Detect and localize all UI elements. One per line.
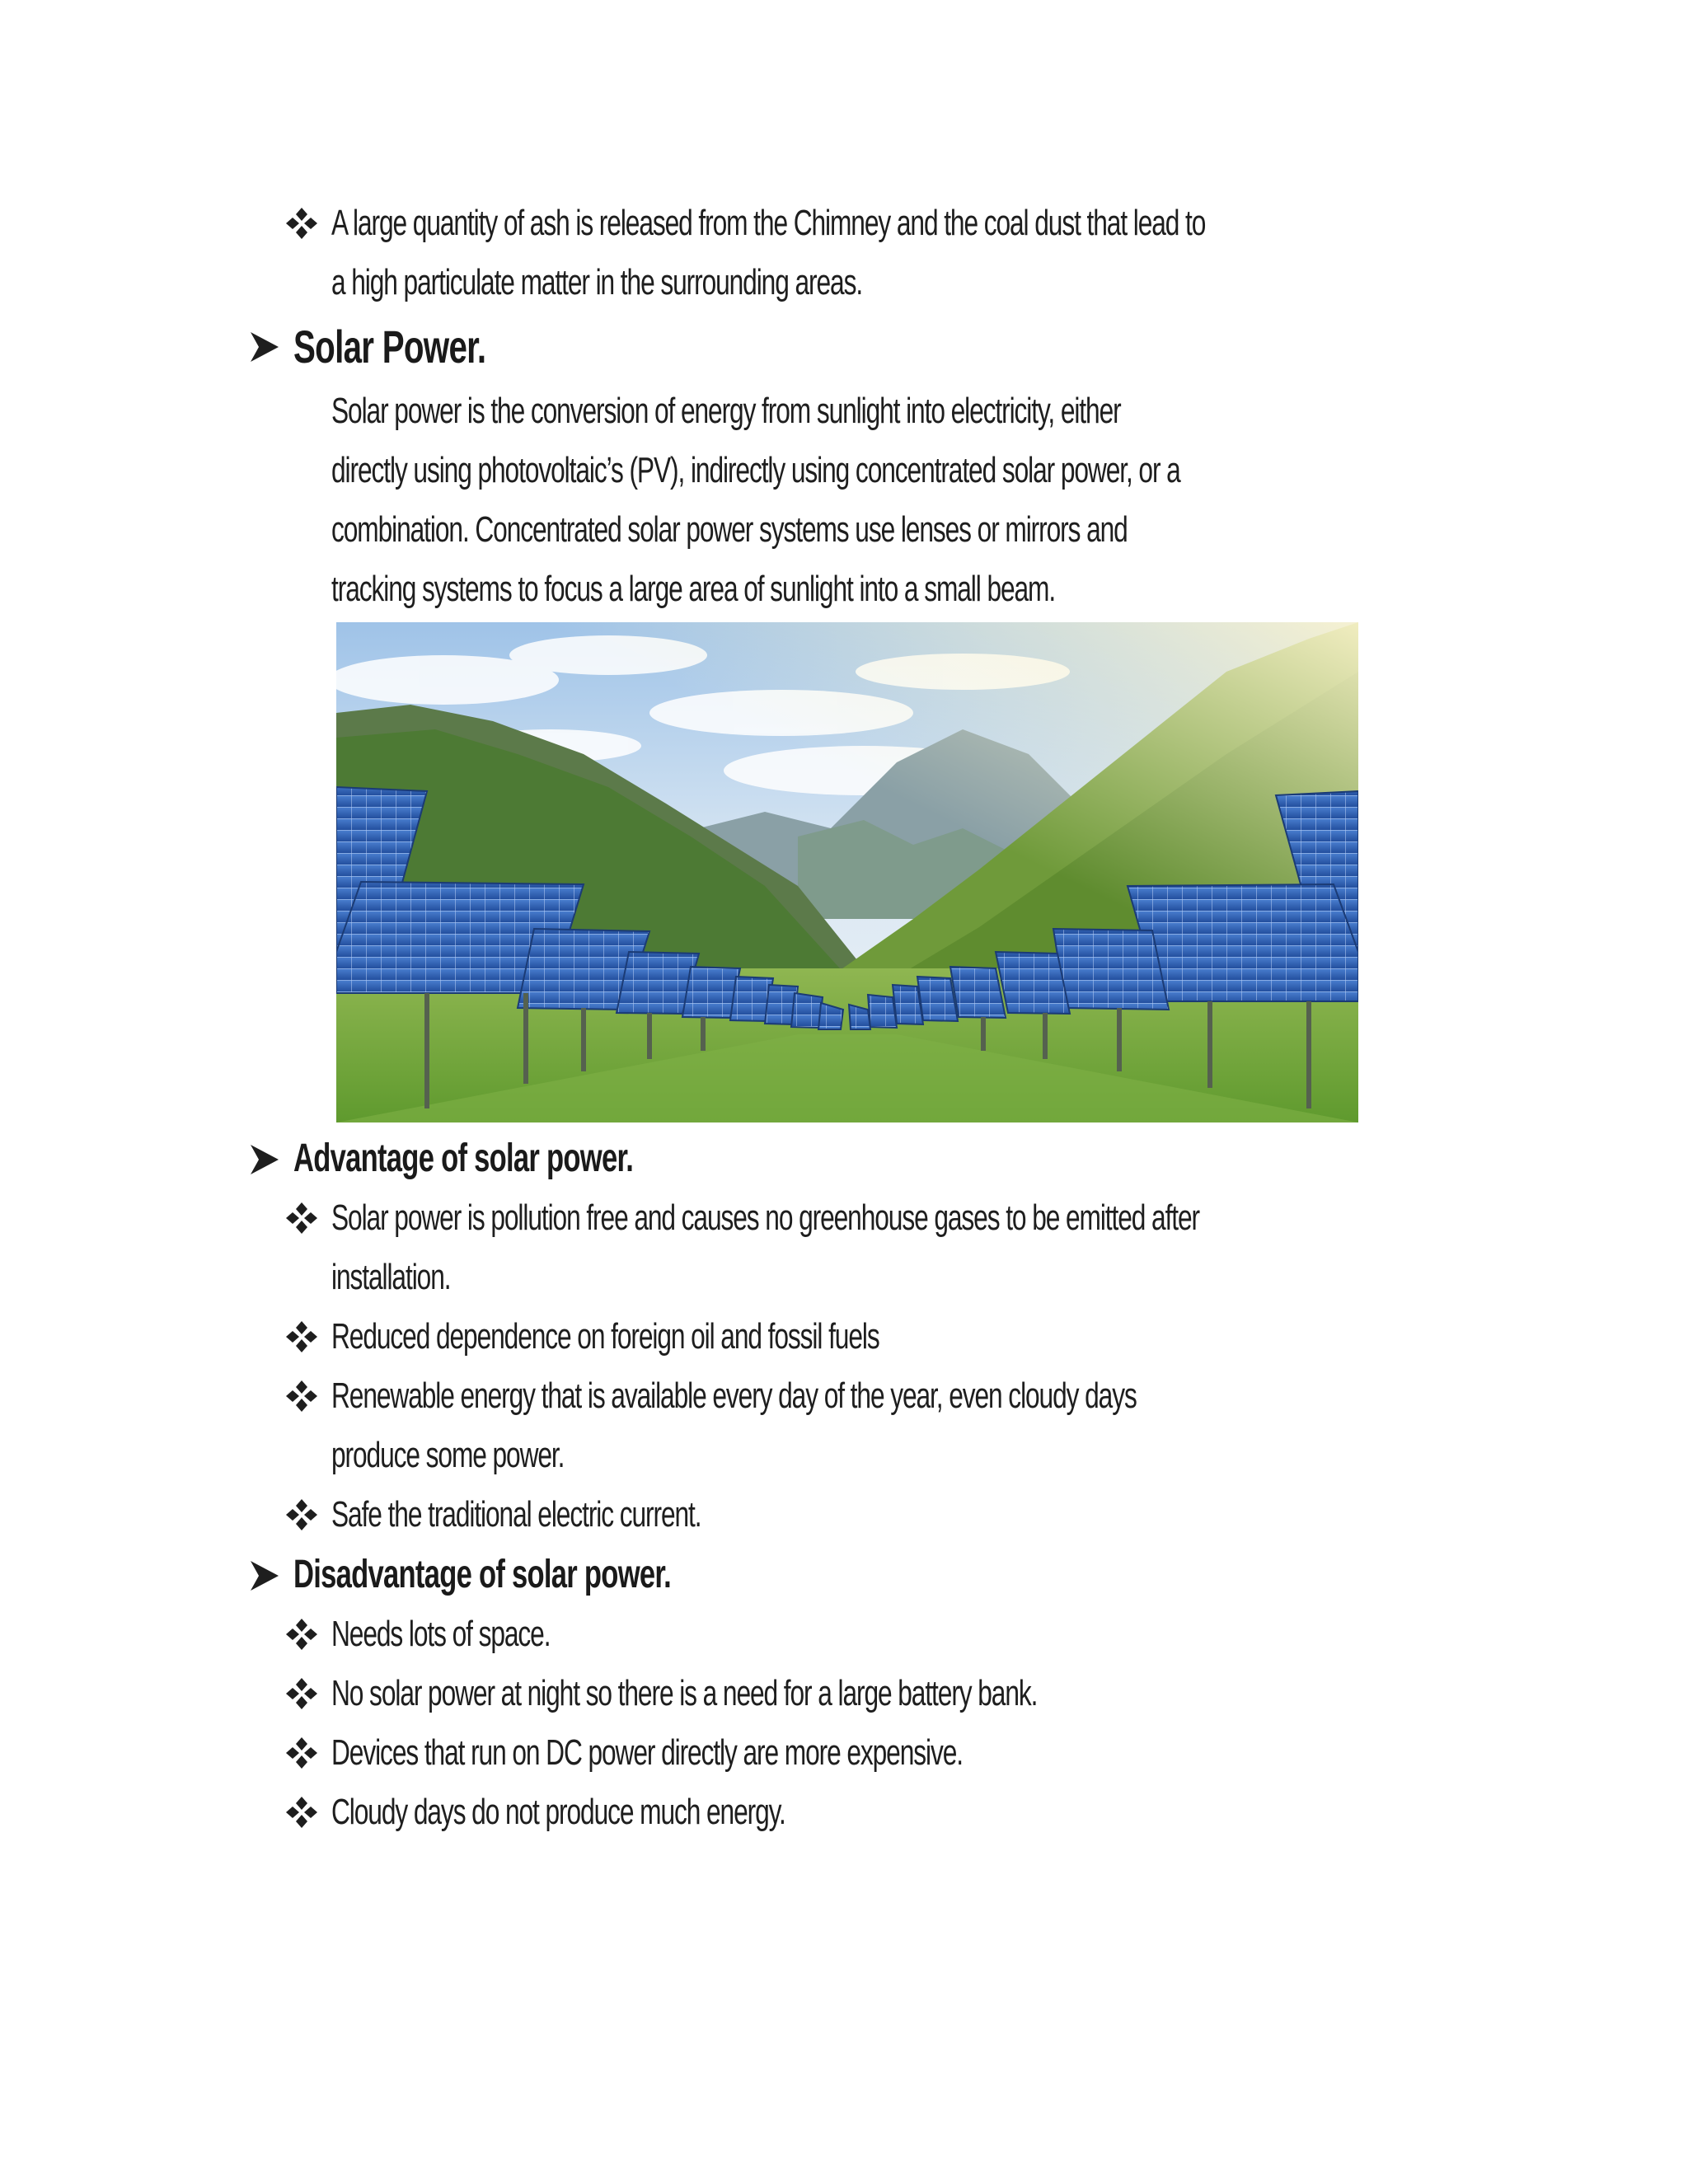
disadvantage-item-3-line-1: Devices that run on DC power directly are more expensive.: [331, 1732, 964, 1773]
four-diamond-bullet-icon: [284, 1497, 319, 1532]
arrowhead-bullet-icon: [249, 1559, 280, 1592]
solar-paragraph-line-2: directly using photovoltaic’s (PV), indirectly using concentrated solar power, or a: [331, 450, 1180, 490]
intro-bullet-line-1: A large quantity of ash is released from the Chimney and the coal dust that lead to: [331, 203, 1206, 243]
four-diamond-bullet-icon: [284, 1201, 319, 1235]
solar-farm-photo: [336, 622, 1358, 1122]
advantage-item-3-line-1: Renewable energy that is available every day of the year, even cloudy days: [331, 1376, 1137, 1416]
solar-paragraph-line-3: combination. Concentrated solar power systems use lenses or mirrors and: [331, 509, 1128, 550]
advantage-item-1-line-1: Solar power is pollution free and causes no greenhouse gases to be emitted after: [331, 1197, 1200, 1238]
arrowhead-bullet-icon: [249, 330, 280, 363]
solar-power-heading: Solar Power.: [293, 321, 486, 373]
disadvantage-item-4-line-1: Cloudy days do not produce much energy.: [331, 1792, 785, 1832]
advantage-item-1-line-2: installation.: [331, 1257, 451, 1297]
advantage-item-4-line-1: Safe the traditional electric current.: [331, 1494, 701, 1535]
advantage-item-3-line-2: produce some power.: [331, 1435, 565, 1475]
solar-paragraph-line-1: Solar power is the conversion of energy from sunlight into electricity, either: [331, 391, 1121, 431]
four-diamond-bullet-icon: [284, 1736, 319, 1770]
four-diamond-bullet-icon: [284, 1319, 319, 1354]
intro-bullet-line-2: a high particulate matter in the surrounding areas.: [331, 262, 863, 302]
disadvantage-item-1-line-1: Needs lots of space.: [331, 1614, 551, 1654]
solar-paragraph-line-4: tracking systems to focus a large area of sunlight into a small beam.: [331, 569, 1056, 609]
four-diamond-bullet-icon: [284, 1795, 319, 1830]
arrowhead-bullet-icon: [249, 1143, 280, 1176]
advantages-heading: Advantage of solar power.: [293, 1137, 634, 1180]
disadvantage-item-2-line-1: No solar power at night so there is a need for a large battery bank.: [331, 1673, 1038, 1713]
four-diamond-bullet-icon: [284, 206, 319, 241]
disadvantages-heading: Disadvantage of solar power.: [293, 1553, 672, 1596]
advantage-item-2-line-1: Reduced dependence on foreign oil and fossil fuels: [331, 1316, 879, 1357]
four-diamond-bullet-icon: [284, 1379, 319, 1413]
four-diamond-bullet-icon: [284, 1676, 319, 1711]
four-diamond-bullet-icon: [284, 1617, 319, 1652]
